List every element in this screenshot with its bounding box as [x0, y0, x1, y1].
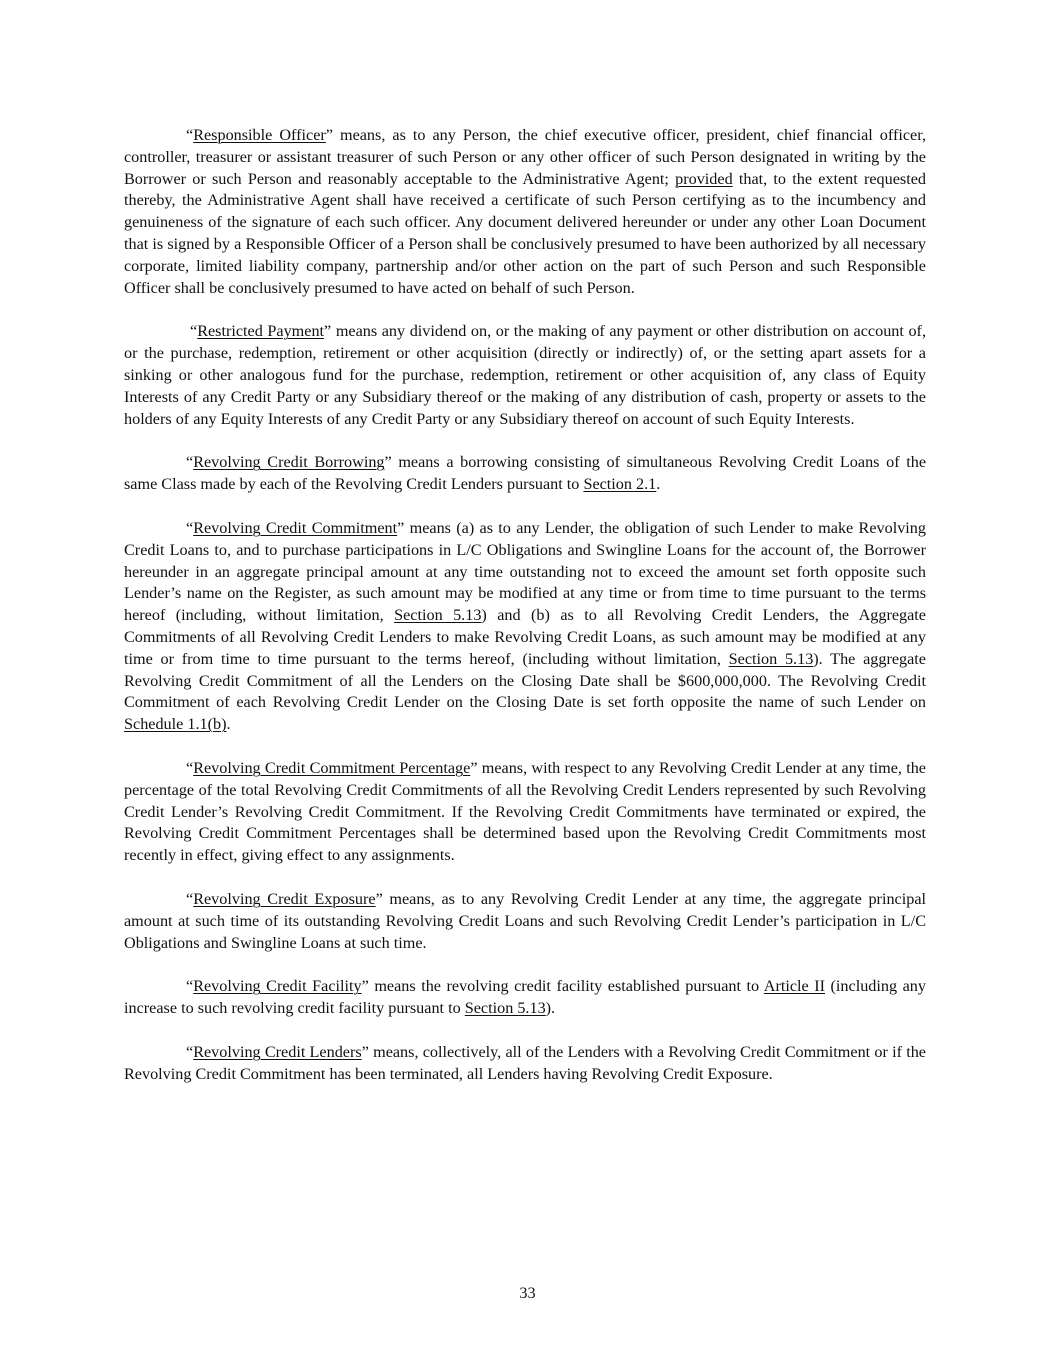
open-quote: “ [186, 889, 194, 908]
definition-revolving-credit-commitment [124, 518, 926, 736]
definition-responsible-officer [124, 125, 926, 299]
defined-term: Revolving Credit Facility [193, 977, 362, 996]
definition-text: . [226, 715, 231, 734]
definition-text: ). The aggregate Revolving Credit Commitment of all the Lenders on the Closing Date shall be $600,000,000. The Revolving Credit Commitment of each Revolving Credit Lender on the Closing Date is set forth opposite the name of such Lender on [124, 649, 926, 712]
defined-term: Revolving Credit Borrowing [193, 453, 385, 472]
defined-term: Revolving Credit Commitment Percentage [193, 758, 471, 777]
section-reference: Section 2.1 [583, 475, 657, 494]
definition-text: ” means, as to any Revolving Credit Lender at any time, the aggregate principal amount at such time of its outstanding Revolving Credit Loans and such Revolving Credit Lender’s participation in L/C Obligations and Swingline Loans at such time. [124, 889, 926, 952]
open-quote: “ [186, 758, 194, 777]
definition-text: ” means, with respect to any Revolving Credit Lender at any time, the percentage of the total Revolving Credit Commitments of all the Revolving Credit Lenders represented by such Revolving Credit Lender’s Revolving Credit Commitment. If the Revolving Credit Commitments have terminated or expired, the Revolving Credit Commitment Percentages shall be determined based upon the Revolving Credit Commitments most recently in effect, giving effect to any assignments. [124, 758, 926, 865]
open-quote: “ [186, 1042, 194, 1061]
emphasis-provided: provided [675, 169, 733, 188]
section-reference: Section 5.13 [728, 649, 814, 668]
defined-term: Responsible Officer [193, 126, 326, 144]
defined-term: Revolving Credit Exposure [193, 889, 376, 908]
definition-revolving-credit-exposure [124, 889, 926, 954]
definition-text: ” means a borrowing consisting of simultaneous Revolving Credit Loans of the same Class made by each of the Revolving Credit Lenders pursuant to [124, 453, 926, 494]
section-reference: Section 5.13 [394, 606, 482, 625]
article-reference: Article II [763, 977, 826, 996]
definition-text: ” means, as to any Person, the chief executive officer, president, chief financial officer, controller, treasurer or assistant treasurer of such Person or any other officer of such Person designated in writing by the Borrower or such Person and reasonably acceptable to the Administrative Agent; [124, 126, 927, 188]
definition-text: ” means the revolving credit facility established pursuant to [361, 977, 764, 996]
defined-term: Revolving Credit Commitment [193, 518, 398, 537]
definition-revolving-credit-lenders [124, 1042, 926, 1086]
definition-text: ) and (b) as to all Revolving Credit Lenders, the Aggregate Commitments of all Revolving Credit Lenders to make Revolving Credit Loans, as such amount may be modified at any time or from time to time pursuant to the terms hereof, (including without limitation, [124, 606, 926, 668]
definition-revolving-credit-facility [124, 976, 926, 1020]
open-quote: “ [186, 977, 194, 996]
page-number: 33 [519, 1284, 536, 1302]
definition-text: . [656, 475, 661, 494]
definition-text: ). [545, 999, 556, 1018]
open-quote: “ [186, 518, 194, 537]
definition-text: ” means, collectively, all of the Lenders with a Revolving Credit Commitment or if the Revolving Credit Commitment has been terminated, all Lenders having Revolving Credit Exposure. [124, 1042, 926, 1083]
definition-revolving-credit-commitment-percentage [124, 758, 926, 867]
open-quote: “ [186, 453, 194, 472]
schedule-reference: Schedule 1.1(b) [124, 715, 227, 734]
defined-term: Revolving Credit Lenders [193, 1042, 362, 1061]
definition-revolving-credit-borrowing [124, 452, 926, 496]
document-page [124, 125, 926, 1107]
definition-text: (including any increase to such revolving credit facility pursuant to [124, 977, 926, 1018]
defined-term: Restricted Payment [197, 322, 325, 341]
section-reference: Section 5.13 [464, 999, 546, 1018]
definition-restricted-payment [124, 321, 926, 430]
open-quote: “ [190, 322, 198, 341]
open-quote: “ [186, 126, 194, 144]
definition-text: ” means any dividend on, or the making of any payment or other distribution on account of, or the purchase, redemption, retirement or other acquisition (directly or indirectly) of, or the setting apart assets for a sinking or other analogous fund for the purchase, redemption, retirement or other acquisition of, any class of Equity Interests of any Credit Party or any Subsidiary thereof or the making of any distribution of cash, property or assets to the holders of any Equity Interests of any Credit Party or any Subsidiary thereof on account of such Equity Interests. [124, 322, 926, 428]
definition-text: that, to the extent requested thereby, the Administrative Agent shall have received a certificate of such Person certifying as to the incumbency and genuineness of the signature of each such officer. Any document delivered hereunder or under any other Loan Document that is signed by a Responsible Officer of a Person shall be conclusively presumed to have been authorized by all necessary corporate, limited liability company, partnership and/or other action on the part of such Person and such Responsible Officer shall be conclusively presumed to have acted on behalf of such Person. [124, 169, 926, 297]
definition-text: ” means (a) as to any Lender, the obligation of such Lender to make Revolving Credit Loans to, and to purchase participations in L/C Obligations and Swingline Loans for the account of, the Borrower hereunder in an aggregate principal amount at any time outstanding not to exceed the amount set forth opposite such Lender’s name on the Register, as such amount may be modified at any time or from time to time pursuant to the terms hereof (including, without limitation, [124, 518, 926, 625]
